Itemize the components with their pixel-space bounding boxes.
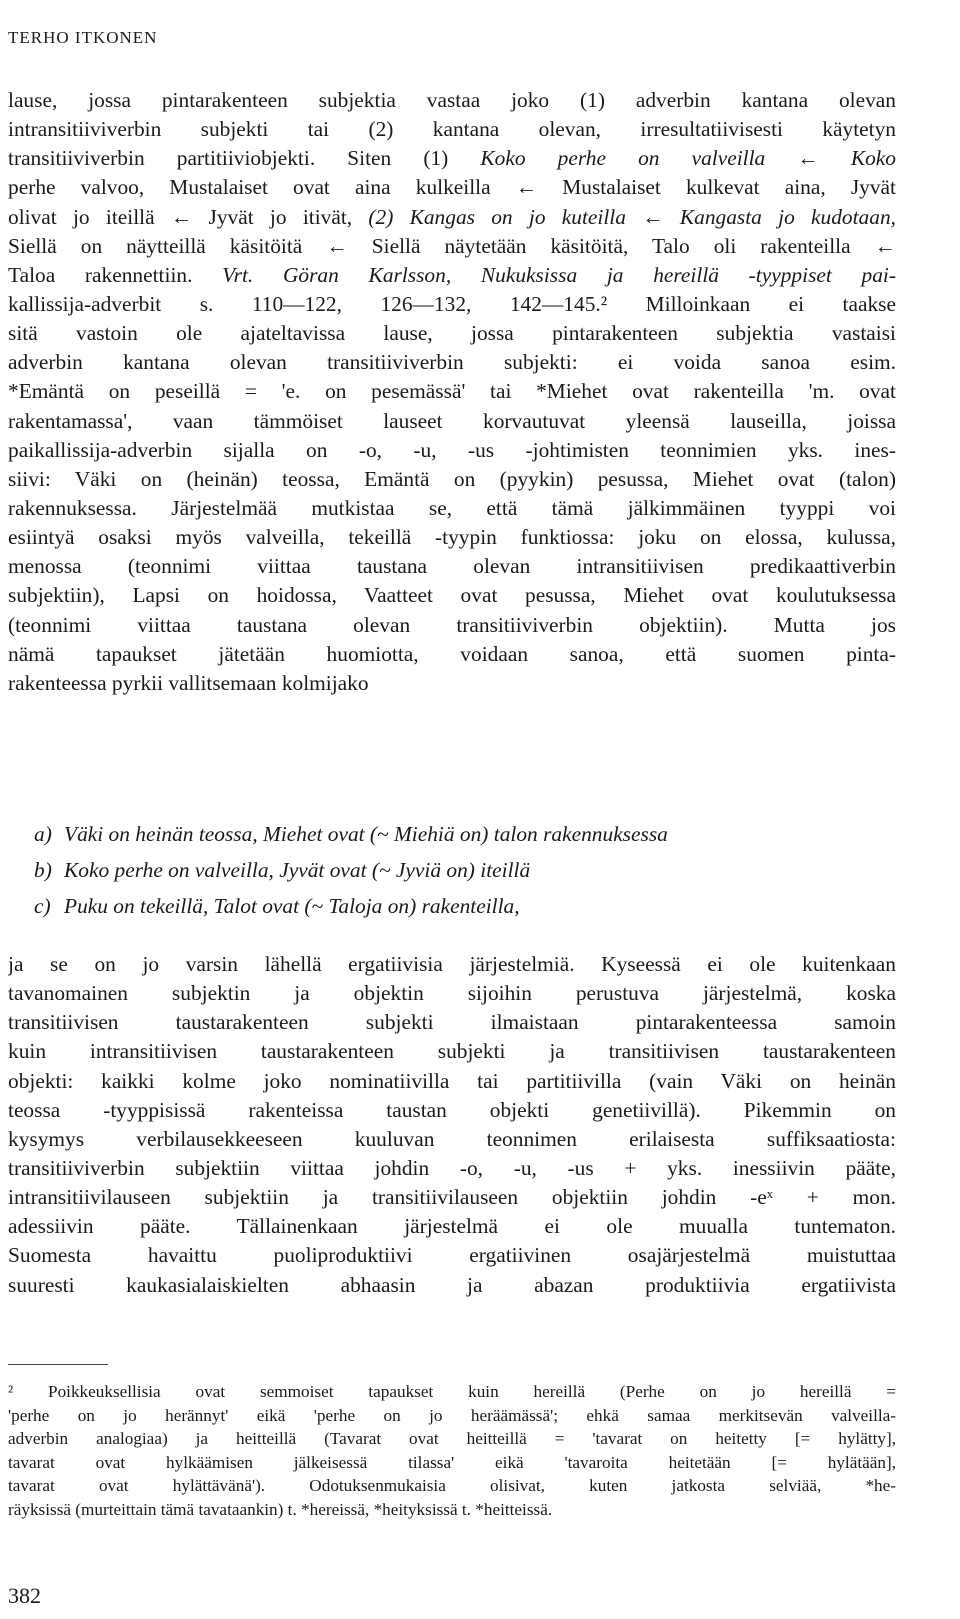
- text-line: Suomesta havaittu puoliproduktiivi ergatiivinen osajärjestelmä muistuttaa: [8, 1243, 896, 1268]
- text-line: lause, jossa pintarakenteen subjektia vastaa joko (1) adverbin kantana olevan: [8, 88, 896, 112]
- text-line: ja se on jo varsin lähellä ergatiivisia järjestelmiä. Kyseessä ei ole kuitenkaan: [8, 952, 896, 976]
- example-item: [34, 822, 668, 847]
- text-line: adessiivin pääte. Tällainenkaan järjestelmä ei ole muualla tuntematon.: [8, 1214, 896, 1239]
- text-line: perhe valvoo, Mustalaiset ovat aina kulkeilla ← Mustalaiset kulkevat aina, Jyvät: [8, 175, 896, 200]
- body-text-lower: [8, 950, 896, 1300]
- text-line: *Emäntä on peseillä = 'e. on pesemässä' tai *Miehet ovat rakenteilla 'm. ovat: [8, 379, 896, 404]
- body-text-upper: [8, 86, 896, 698]
- footnote-line: tavarat ovat hylättävänä'). Odotuksenmukaisia olisivat, kuten jatkosta selviää, *he-: [8, 1476, 896, 1496]
- text-line: tavanomainen subjektin ja objektin sijoihin perustuva järjestelmä, koska: [8, 981, 896, 1006]
- example-text: Väki on heinän teossa, Miehet ovat (~ Miehiä on) talon rakennuksessa: [64, 822, 668, 846]
- footnote: [8, 1380, 896, 1522]
- text-line: paikallissija-adverbin sijalla on -o, -u, -us -johtimisten teonnimien yks. ines-: [8, 437, 896, 462]
- example-item: [34, 858, 530, 883]
- text-line: transitiiviverbin subjektiin viittaa johdin -o, -u, -us + yks. inessiivin pääte,: [8, 1155, 896, 1180]
- running-header: TERHO ITKONEN: [8, 28, 158, 47]
- footnote-line: ² Poikkeuksellisia ovat semmoiset tapaukset kuin hereillä (Perhe on jo hereillä =: [8, 1382, 896, 1401]
- text-line: intransitiiviverbin subjekti tai (2) kantana olevan, irresultatiivisesti käytetyn: [8, 117, 896, 142]
- example-item: [34, 894, 520, 919]
- text-line: intransitiivilauseen subjektiin ja transitiivilauseen objektiin johdin -eˣ + mon.: [8, 1185, 896, 1210]
- text-line: Taloa rakennettiin. Vrt. Göran Karlsson, Nukuksissa ja hereillä -tyyppiset pai-: [8, 262, 896, 287]
- text-line: suuresti kaukasialaiskielten abhaasin ja abazan produktiivia ergatiivista: [8, 1272, 896, 1297]
- example-text: Koko perhe on valveilla, Jyvät ovat (~ Jyviä on) iteillä: [64, 858, 531, 882]
- text-line: transitiiviverbin partitiiviobjekti. Siten (1) Koko perhe on valveilla ← Koko: [8, 146, 896, 171]
- text-line: Siellä on näytteillä käsitöitä ← Siellä näytetään käsitöitä, Talo oli rakenteilla ←: [8, 233, 896, 258]
- text-line: (teonnimi viittaa taustana olevan transitiiviverbin objektiin). Mutta jos: [8, 612, 896, 637]
- text-line: subjektiin), Lapsi on hoidossa, Vaatteet ovat pesussa, Miehet ovat koulutuksessa: [8, 583, 896, 608]
- example-label: b): [34, 858, 52, 882]
- footnote-line: 'perhe on jo herännyt' eikä 'perhe on jo heräämässä'; ehkä samaa merkitsevän valveilla-: [8, 1405, 896, 1425]
- text-line: kallissija-adverbit s. 110—122, 126—132, 142—145.² Milloinkaan ei taakse: [8, 291, 896, 316]
- text-line: rakentamassa', vaan tämmöiset lauseet korvautuvat yleensä lauseilla, joissa: [8, 408, 896, 433]
- text-line: objekti: kaikki kolme joko nominatiivilla tai partitiivilla (vain Väki on heinän: [8, 1068, 896, 1093]
- text-line: kuin intransitiivisen taustarakenteen subjekti ja transitiivisen taustarakenteen: [8, 1039, 896, 1064]
- text-line: siivi: Väki on (heinän) teossa, Emäntä on (pyykin) pesussa, Miehet ovat (talon): [8, 466, 896, 491]
- text-line: rakennuksessa. Järjestelmää mutkistaa se, että tämä jälkimmäinen tyyppi voi: [8, 495, 896, 520]
- example-text: Puku on tekeillä, Talot ovat (~ Taloja on) rakenteilla,: [64, 894, 520, 918]
- text-line: rakenteessa pyrkii vallitsemaan kolmijako: [8, 670, 369, 695]
- text-line: adverbin kantana olevan transitiiviverbin subjekti: ei voida sanoa esim.: [8, 350, 896, 375]
- text-line: esiintyä osaksi myös valveilla, tekeillä -tyypin funktiossa: joku on elossa, kulussa,: [8, 525, 896, 550]
- text-line: olivat jo iteillä ← Jyvät jo itivät, (2) Kangas on jo kuteilla ← Kangasta jo kudotaan,: [8, 204, 896, 229]
- example-label: a): [34, 822, 52, 846]
- footnote-line: tavarat ovat hylkäämisen jälkeisessä tilassa' eikä 'tavaroita heitetään [= hylätään],: [8, 1452, 896, 1472]
- footnote-line: räyksissä (murteittain tämä tavataankin) t. *hereissä, *heityksissä t. *heitteissä.: [8, 1499, 553, 1519]
- text-line: teossa -tyyppisissä rakenteissa taustan objekti genetiivillä). Pikemmin on: [8, 1097, 896, 1122]
- text-line: menossa (teonnimi viittaa taustana olevan intransitiivisen predikaattiverbin: [8, 554, 896, 579]
- text-line: sitä vastoin ole ajateltavissa lause, jossa pintarakenteen subjektia vastaisi: [8, 321, 896, 346]
- text-line: nämä tapaukset jätetään huomiotta, voidaan sanoa, että suomen pinta-: [8, 641, 896, 666]
- text-line: kysymys verbilausekkeeseen kuuluvan teonnimen erilaisesta suffiksaatiosta:: [8, 1126, 896, 1151]
- footnote-rule: [8, 1364, 108, 1365]
- text-line: transitiivisen taustarakenteen subjekti ilmaistaan pintarakenteessa samoin: [8, 1010, 896, 1035]
- example-label: c): [34, 894, 51, 918]
- page-number: 382: [8, 1583, 41, 1608]
- footnote-line: adverbin analogiaa) ja heitteillä (Tavarat ovat heitteillä = 'tavarat on heitetty [= hylätty],: [8, 1429, 896, 1449]
